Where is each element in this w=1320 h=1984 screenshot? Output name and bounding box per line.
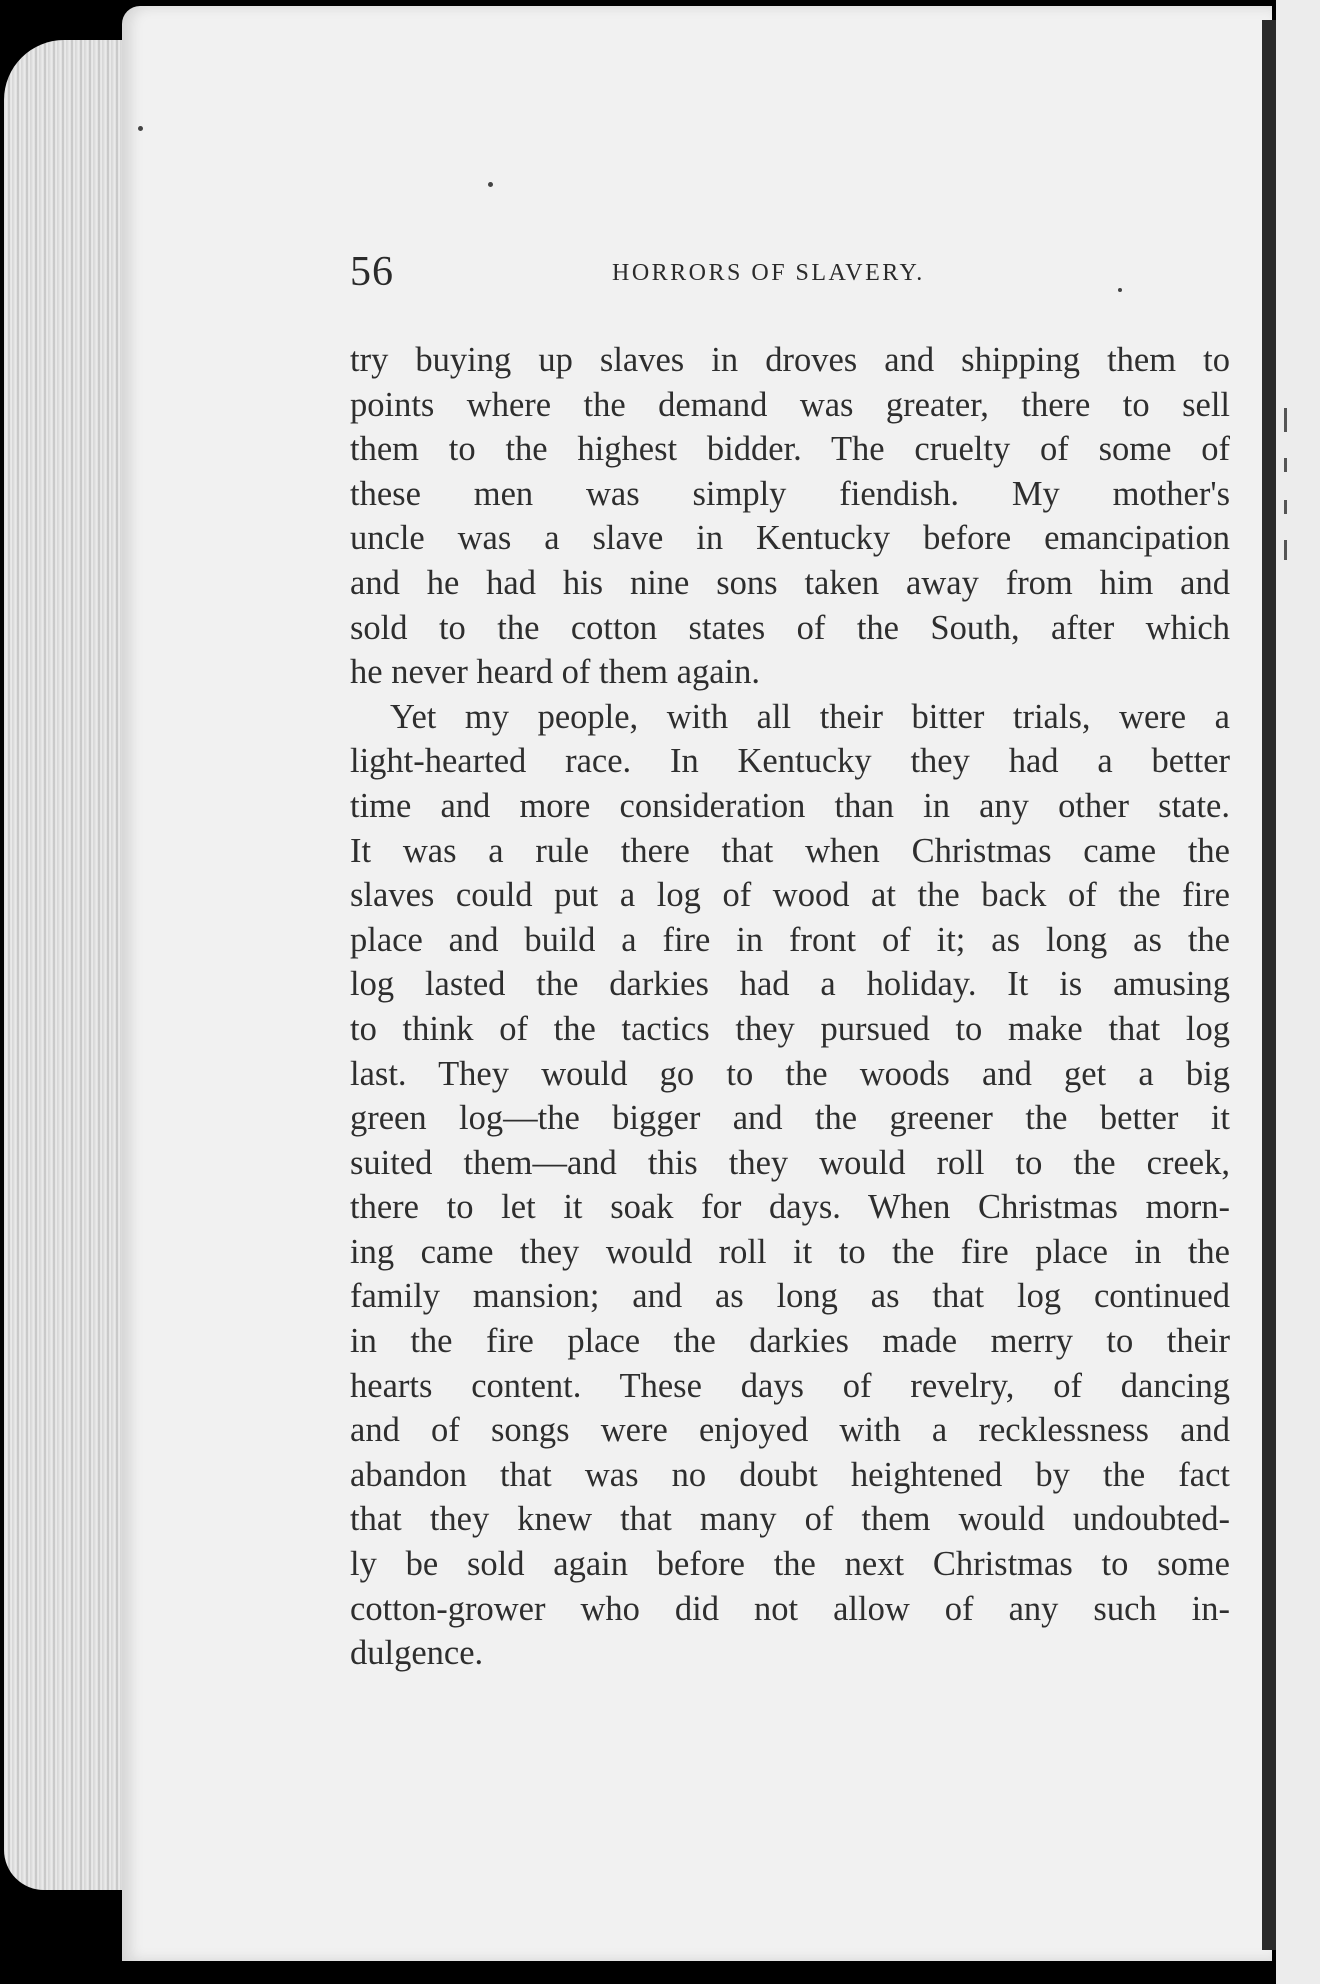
adjacent-page-mark: [1284, 500, 1287, 514]
text-line: try buying up slaves in droves and shipping them to: [350, 341, 1230, 379]
paragraph: [350, 338, 1230, 695]
text-line: them to the highest bidder. The cruelty of some of: [350, 430, 1230, 469]
text-line: light-hearted race. In Kentucky they had a better: [350, 742, 1230, 781]
paragraph: [350, 695, 1230, 1676]
adjacent-page-sliver: [1276, 0, 1320, 1984]
text-line: place and build a fire in front of it; as long as the: [350, 920, 1230, 959]
scan-speck: [488, 182, 493, 187]
running-head: HORRORS OF SLAVERY.: [612, 260, 925, 286]
scan-speck: [1118, 288, 1122, 292]
page-header: [350, 248, 1110, 298]
text-line: dulgence.: [350, 1634, 484, 1673]
text-line: there to let it soak for days. When Christmas morn-: [350, 1188, 1230, 1227]
text-line: Yet my people, with all their bitter trials, were a: [390, 697, 1230, 736]
text-line: in the fire place the darkies made merry to their: [350, 1322, 1230, 1361]
text-line: green log—the bigger and the greener the better it: [350, 1099, 1230, 1138]
text-line: and of songs were enjoyed with a recklessness and: [350, 1411, 1230, 1450]
text-line: log lasted the darkies had a holiday. It is amusing: [350, 965, 1230, 1004]
text-line: points where the demand was greater, there to sell: [350, 385, 1230, 424]
text-line: sold to the cotton states of the South, after which: [350, 608, 1230, 647]
text-line: ly be sold again before the next Christmas to some: [350, 1545, 1230, 1584]
text-line: he never heard of them again.: [350, 653, 760, 692]
text-line: ing came they would roll it to the fire place in the: [350, 1232, 1230, 1271]
scan-speck: [138, 126, 143, 131]
text-line: that they knew that many of them would undoubted-: [350, 1500, 1230, 1539]
adjacent-page-mark: [1284, 458, 1287, 472]
text-line: last. They would go to the woods and get a big: [350, 1054, 1230, 1093]
text-line: and he had his nine sons taken away from him and: [350, 563, 1230, 602]
text-line: abandon that was no doubt heightened by the fact: [350, 1455, 1230, 1494]
text-line: suited them—and this they would roll to the creek,: [350, 1143, 1230, 1182]
adjacent-page-mark: [1284, 540, 1287, 560]
page-number: 56: [350, 249, 394, 295]
text-line: these men was simply fiendish. My mother's: [350, 474, 1230, 513]
text-line: slaves could put a log of wood at the back of the fire: [350, 876, 1230, 915]
text-line: to think of the tactics they pursued to make that log: [350, 1009, 1230, 1048]
text-line: It was a rule there that when Christmas came the: [350, 831, 1230, 870]
text-line: time and more consideration than in any other state.: [350, 786, 1230, 825]
text-line: uncle was a slave in Kentucky before emancipation: [350, 519, 1230, 558]
text-line: family mansion; and as long as that log continued: [350, 1277, 1230, 1316]
text-line: cotton-grower who did not allow of any such in-: [350, 1589, 1230, 1628]
page-gutter-shadow: [1262, 20, 1276, 1950]
body-text: [350, 338, 1230, 1676]
text-line: hearts content. These days of revelry, of dancing: [350, 1366, 1230, 1405]
adjacent-page-mark: [1284, 408, 1287, 432]
